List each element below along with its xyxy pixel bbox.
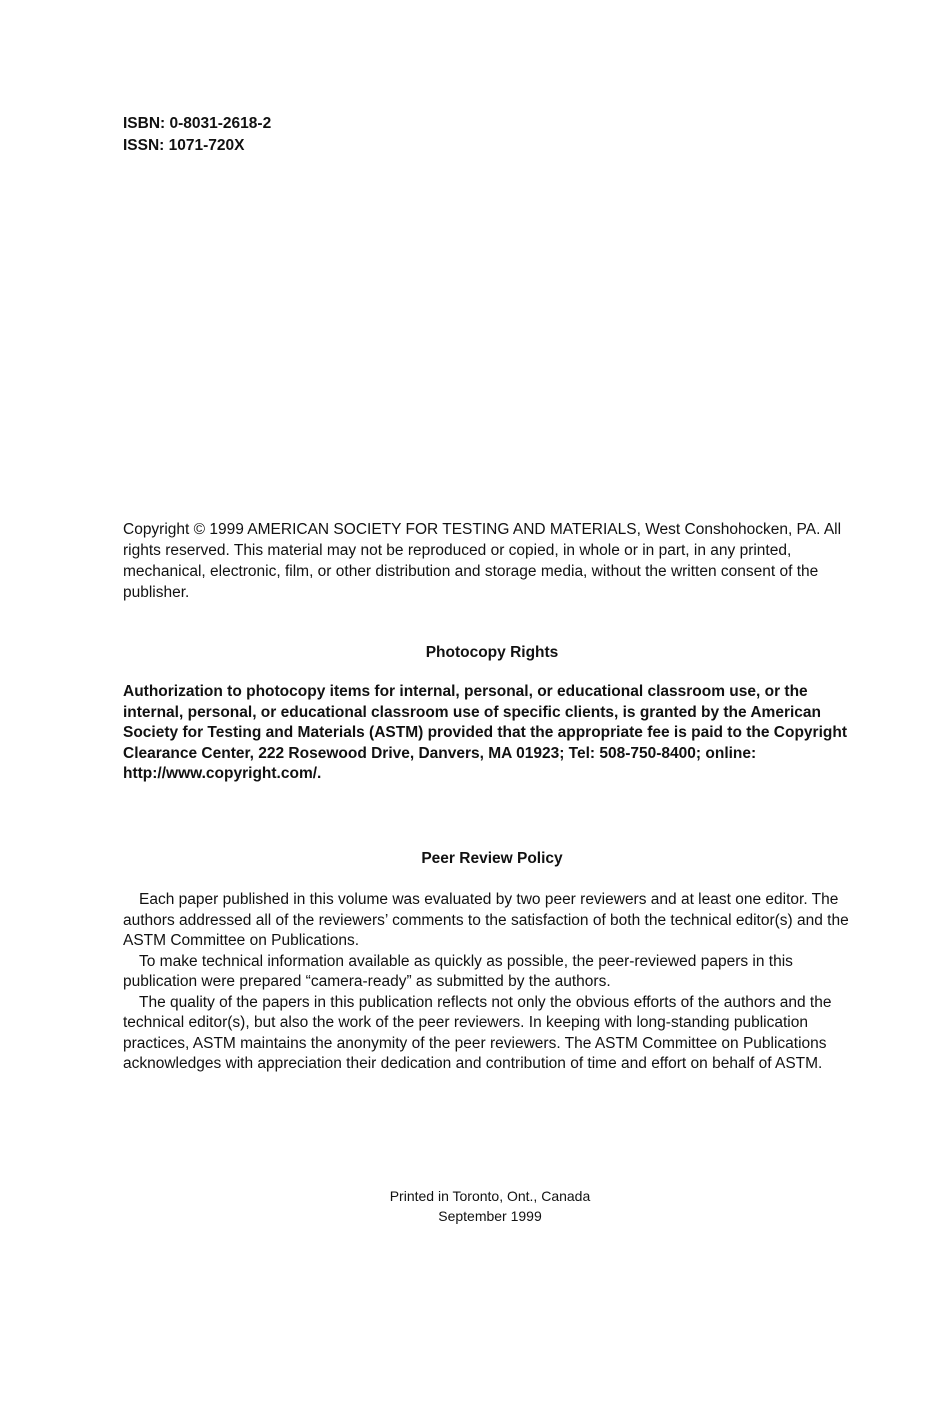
imprint-location: Printed in Toronto, Ont., Canada [389, 1188, 591, 1204]
imprint [0, 1186, 950, 1226]
identifier-block [123, 113, 271, 157]
issn: ISSN: 1071-720X [123, 137, 245, 154]
peer-review-paragraph: The quality of the papers in this publication reflects not only the obvious efforts of the authors and the technical editor(s), but also the work of the peer reviewers. In keeping with long-standing publication practices, ASTM maintains the anonymity of the peer reviewers. The ASTM Committee on Publications acknowledges with appreciation their dedication and contribution of time and effort on behalf of ASTM. [123, 993, 832, 1072]
copyright-notice: Copyright © 1999 AMERICAN SOCIETY FOR TESTING AND MATERIALS, West Conshohocken, PA. All rights reserved. This material may not be reproduced or copied, in whole or in part, in any printed, mechanical, electronic, film, or other distribution and storage media, without the written consent of the publisher. [123, 521, 842, 601]
peer-review-policy-text [123, 890, 859, 1075]
peer-review-paragraph: To make technical information available as quickly as possible, the peer-reviewed papers in this publication were prepared “camera-ready” as submitted by the authors. [123, 952, 793, 990]
photocopy-rights-title: Photocopy Rights [425, 644, 559, 661]
photocopy-rights-text: Authorization to photocopy items for internal, personal, or educational classroom use, or the internal, personal, or educational classroom use of specific clients, is granted by the American Society for Testing and Materials (ASTM) provided that the appropriate fee is paid to the Copyright Clearance Center, 222 Rosewood Drive, Danvers, MA 01923; Tel: 508-750-8400; online: http://www.copyright.com/. [123, 683, 847, 782]
peer-review-paragraph: Each paper published in this volume was evaluated by two peer reviewers and at least one editor. The authors addressed all of the reviewers’ comments to the satisfaction of both the technical editor(s) and the ASTM Committee on Publications. [123, 891, 849, 949]
imprint-date: September 1999 [438, 1208, 542, 1224]
isbn: ISBN: 0-8031-2618-2 [123, 115, 272, 132]
peer-review-policy-title: Peer Review Policy [421, 850, 563, 867]
